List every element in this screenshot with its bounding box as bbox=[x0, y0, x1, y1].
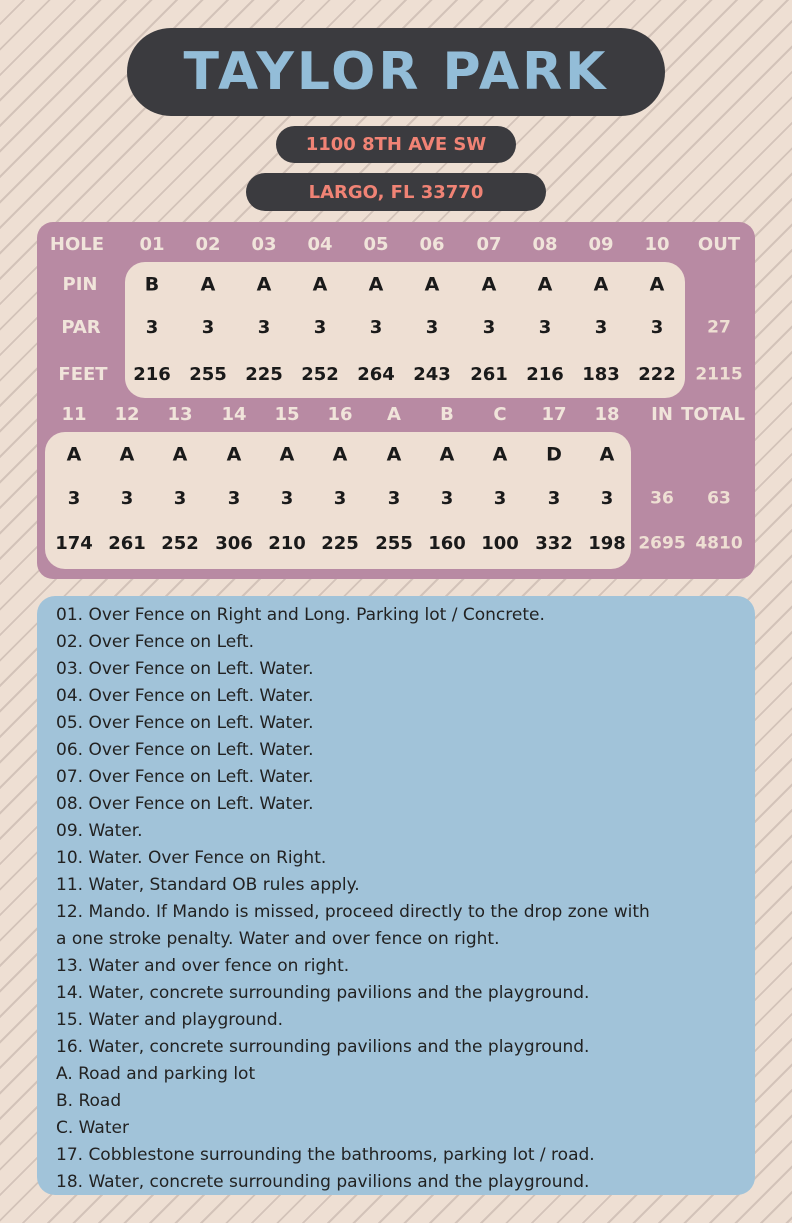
pin-position: A bbox=[481, 273, 497, 296]
rule-item: 04. Over Fence on Left. Water. bbox=[56, 686, 314, 706]
total-feet: 4810 bbox=[695, 533, 743, 554]
hole-number: B bbox=[440, 404, 454, 425]
rule-item: C. Water bbox=[56, 1118, 129, 1138]
distance-value: 222 bbox=[638, 364, 676, 385]
rule-item: 10. Water. Over Fence on Right. bbox=[56, 848, 327, 868]
hole-number: C bbox=[493, 404, 507, 425]
pin-label: PIN bbox=[62, 274, 98, 295]
par-value: 3 bbox=[120, 488, 134, 509]
distance-value: 243 bbox=[413, 364, 451, 385]
pin-position: A bbox=[256, 273, 272, 296]
distance-value: 160 bbox=[428, 533, 466, 554]
par-value: 3 bbox=[173, 488, 187, 509]
par-value: 3 bbox=[257, 317, 271, 338]
par-value: 3 bbox=[547, 488, 561, 509]
par-value: 3 bbox=[493, 488, 507, 509]
hole-number: 13 bbox=[167, 404, 193, 425]
distance-value: 183 bbox=[582, 364, 620, 385]
pin-position: A bbox=[649, 273, 665, 296]
pin-position: A bbox=[279, 443, 295, 466]
in-par-total: 36 bbox=[650, 488, 674, 509]
rule-item: B. Road bbox=[56, 1091, 122, 1111]
address-street: 1100 8TH AVE SW bbox=[276, 126, 516, 163]
distance-value: 225 bbox=[321, 533, 359, 554]
rule-item: 01. Over Fence on Right and Long. Parking lot / Concrete. bbox=[56, 605, 545, 625]
distance-value: 216 bbox=[133, 364, 171, 385]
pin-position: A bbox=[172, 443, 188, 466]
rule-item: A. Road and parking lot bbox=[56, 1064, 256, 1084]
pin-position: A bbox=[368, 273, 384, 296]
hole-number: 11 bbox=[61, 404, 87, 425]
pin-position: A bbox=[439, 443, 455, 466]
distance-value: 264 bbox=[357, 364, 395, 385]
rule-item: 09. Water. bbox=[56, 821, 143, 841]
pin-position: A bbox=[492, 443, 508, 466]
hole-number: 10 bbox=[644, 234, 670, 255]
par-value: 3 bbox=[280, 488, 294, 509]
par-value: 3 bbox=[145, 317, 159, 338]
distance-value: 255 bbox=[189, 364, 227, 385]
par-value: 3 bbox=[538, 317, 552, 338]
rule-item: 11. Water, Standard OB rules apply. bbox=[56, 875, 360, 895]
total-label: TOTAL bbox=[681, 404, 745, 425]
distance-value: 174 bbox=[55, 533, 93, 554]
distance-value: 252 bbox=[301, 364, 339, 385]
distance-value: 216 bbox=[526, 364, 564, 385]
rules-list bbox=[37, 596, 755, 1196]
rule-item: 18. Water, concrete surrounding pavilions and the playground. bbox=[56, 1172, 590, 1192]
hole-number: 15 bbox=[274, 404, 300, 425]
distance-value: 261 bbox=[108, 533, 146, 554]
hole-number: 04 bbox=[307, 234, 333, 255]
distance-value: 261 bbox=[470, 364, 508, 385]
pin-position: A bbox=[537, 273, 553, 296]
rule-item: 17. Cobblestone surrounding the bathrooms, parking lot / road. bbox=[56, 1145, 595, 1165]
distance-value: 225 bbox=[245, 364, 283, 385]
hole-number: 09 bbox=[588, 234, 614, 255]
course-title: TAYLOR PARK bbox=[127, 28, 665, 116]
hole-number: 08 bbox=[532, 234, 558, 255]
hole-number: 14 bbox=[221, 404, 247, 425]
feet-label: FEET bbox=[58, 364, 108, 385]
rule-item: 13. Water and over fence on right. bbox=[56, 956, 350, 976]
rule-item: 03. Over Fence on Left. Water. bbox=[56, 659, 314, 679]
hole-number: 03 bbox=[251, 234, 277, 255]
pin-position: A bbox=[599, 443, 615, 466]
rule-item: 02. Over Fence on Left. bbox=[56, 632, 254, 652]
rule-item: 06. Over Fence on Left. Water. bbox=[56, 740, 314, 760]
scorecard-table bbox=[37, 222, 755, 579]
rule-item: 15. Water and playground. bbox=[56, 1010, 284, 1030]
in-label: IN bbox=[651, 404, 673, 425]
pin-position: A bbox=[332, 443, 348, 466]
pin-position: A bbox=[312, 273, 328, 296]
par-value: 3 bbox=[594, 317, 608, 338]
par-value: 3 bbox=[201, 317, 215, 338]
hole-label: HOLE bbox=[49, 234, 105, 255]
rule-item: 08. Over Fence on Left. Water. bbox=[56, 794, 314, 814]
rule-item: 16. Water, concrete surrounding pavilions and the playground. bbox=[56, 1037, 590, 1057]
rule-item: 12. Mando. If Mando is missed, proceed directly to the drop zone with bbox=[56, 902, 650, 922]
address-city: LARGO, FL 33770 bbox=[246, 173, 546, 211]
pin-position: B bbox=[144, 273, 160, 296]
out-feet-total: 2115 bbox=[695, 364, 743, 385]
distance-value: 100 bbox=[481, 533, 519, 554]
distance-value: 210 bbox=[268, 533, 306, 554]
par-value: 3 bbox=[600, 488, 614, 509]
rule-item: a one stroke penalty. Water and over fence on right. bbox=[56, 929, 500, 949]
distance-value: 255 bbox=[375, 533, 413, 554]
hole-number: 01 bbox=[139, 234, 165, 255]
hole-number: 06 bbox=[419, 234, 445, 255]
hole-number: 02 bbox=[195, 234, 221, 255]
par-value: 3 bbox=[482, 317, 496, 338]
pin-position: A bbox=[119, 443, 135, 466]
par-label: PAR bbox=[61, 317, 101, 338]
par-value: 3 bbox=[387, 488, 401, 509]
rule-item: 14. Water, concrete surrounding pavilions and the playground. bbox=[56, 983, 590, 1003]
distance-value: 198 bbox=[588, 533, 626, 554]
distance-value: 306 bbox=[215, 533, 253, 554]
out-label: OUT bbox=[697, 234, 741, 255]
pin-position: A bbox=[66, 443, 82, 466]
hole-number: 16 bbox=[327, 404, 353, 425]
out-par-total: 27 bbox=[707, 317, 731, 338]
pin-position: A bbox=[593, 273, 609, 296]
pin-position: A bbox=[226, 443, 242, 466]
par-value: 3 bbox=[650, 317, 664, 338]
pin-position: A bbox=[424, 273, 440, 296]
par-value: 3 bbox=[333, 488, 347, 509]
par-value: 3 bbox=[227, 488, 241, 509]
par-value: 3 bbox=[369, 317, 383, 338]
distance-value: 332 bbox=[535, 533, 573, 554]
hole-number: 12 bbox=[114, 404, 140, 425]
hole-number: 05 bbox=[363, 234, 389, 255]
pin-position: A bbox=[386, 443, 402, 466]
distance-value: 252 bbox=[161, 533, 199, 554]
total-par: 63 bbox=[707, 488, 731, 509]
rule-item: 05. Over Fence on Left. Water. bbox=[56, 713, 314, 733]
in-feet-total: 2695 bbox=[638, 533, 686, 554]
hole-number: 17 bbox=[541, 404, 567, 425]
par-value: 3 bbox=[313, 317, 327, 338]
pin-position: A bbox=[200, 273, 216, 296]
par-value: 3 bbox=[67, 488, 81, 509]
hole-number: 18 bbox=[594, 404, 620, 425]
par-value: 3 bbox=[425, 317, 439, 338]
hole-number: 07 bbox=[476, 234, 502, 255]
hole-number: A bbox=[387, 404, 401, 425]
pin-position: D bbox=[546, 443, 562, 466]
par-value: 3 bbox=[440, 488, 454, 509]
rule-item: 07. Over Fence on Left. Water. bbox=[56, 767, 314, 787]
course-rules-panel bbox=[37, 596, 755, 1195]
